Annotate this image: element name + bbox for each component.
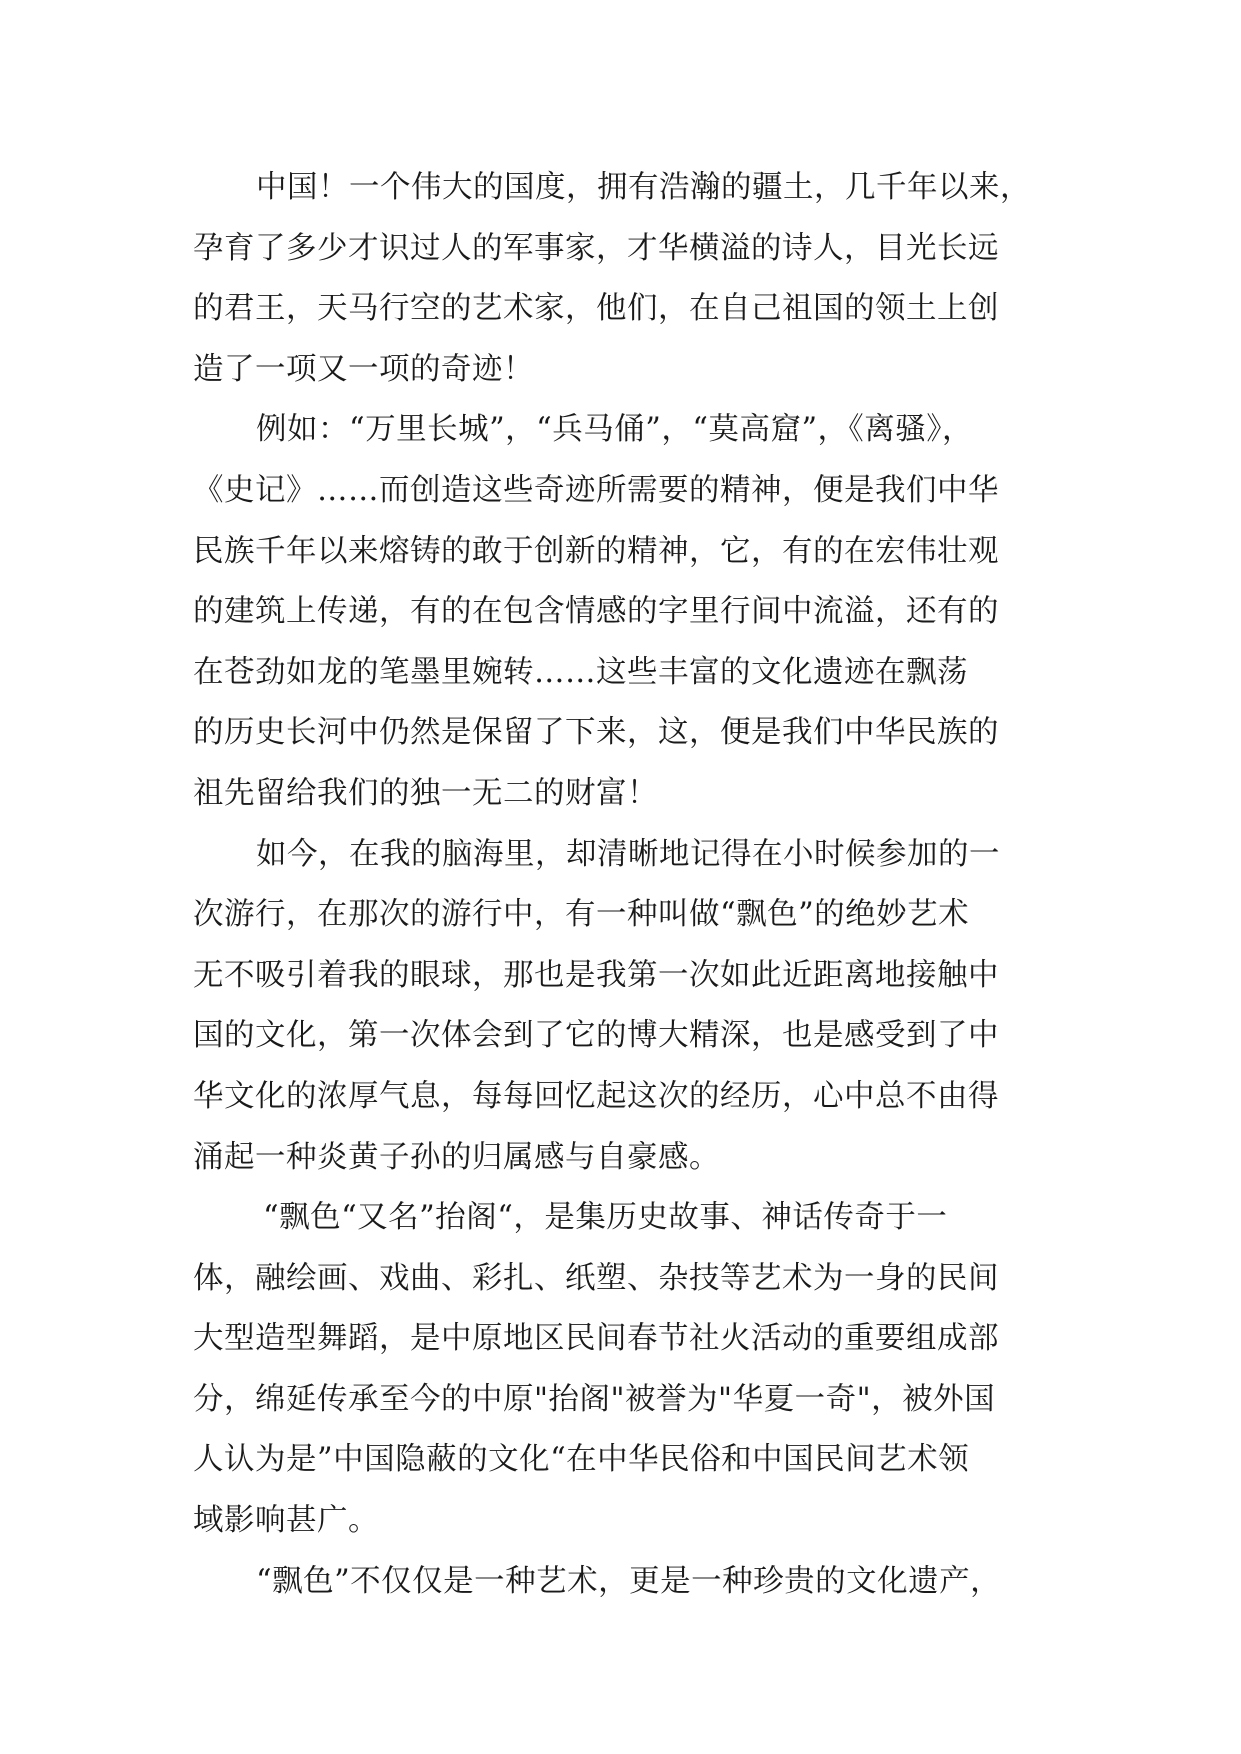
paragraph-3-line-1: 如今，在我的脑海里，却清晰地记得在小时候参加的一 xyxy=(256,836,1000,872)
paragraph-1-line-2: 孕育了多少才识过人的军事家，才华横溢的诗人，目光长远 xyxy=(193,230,999,266)
paragraph-1-line-4: 造了一项又一项的奇迹！ xyxy=(193,351,534,387)
paragraph-4-line-3: 大型造型舞蹈，是中原地区民间春节社火活动的重要组成部 xyxy=(193,1321,999,1357)
paragraph-3-line-6: 涌起一种炎黄子孙的归属感与自豪感。 xyxy=(193,1139,720,1175)
paragraph-2-line-1: 例如：“万里长城”，“兵马俑”，“莫高窟”，《离骚》， xyxy=(256,412,974,448)
paragraph-2-line-3: 民族千年以来熔铸的敢于创新的精神，它，有的在宏伟壮观 xyxy=(193,533,999,569)
paragraph-3-line-2: 次游行，在那次的游行中，有一种叫做“飘色”的绝妙艺术 xyxy=(193,897,970,933)
paragraph-2-line-4: 的建筑上传递，有的在包含情感的字里行间中流溢，还有的 xyxy=(193,594,999,630)
paragraph-2-line-6: 的历史长河中仍然是保留了下来，这，便是我们中华民族的 xyxy=(193,715,999,751)
paragraph-2-line-5: 在苍劲如龙的笔墨里婉转……这些丰富的文化遗迹在飘荡 xyxy=(193,654,968,690)
paragraph-5-line-1: “飘色”不仅仅是一种艺术，更是一种珍贵的文化遗产， xyxy=(256,1563,1002,1599)
paragraph-3-line-4: 国的文化，第一次体会到了它的博大精深，也是感受到了中 xyxy=(193,1018,999,1054)
paragraph-2-line-7: 祖先留给我们的独一无二的财富！ xyxy=(193,775,658,811)
body-text xyxy=(193,158,1053,1612)
paragraph-4-line-1: “飘色“又名”抬阁“，是集历史故事、神话传奇于一 xyxy=(263,1200,948,1236)
paragraph-1-line-3: 的君王，天马行空的艺术家，他们，在自己祖国的领土上创 xyxy=(193,291,999,327)
paragraph-1-line-1: 中国！一个伟大的国度，拥有浩瀚的疆土，几千年以来， xyxy=(256,170,1031,205)
paragraph-4-line-5: 人认为是”中国隐蔽的文化“在中华民俗和中国民间艺术领 xyxy=(193,1442,970,1478)
paragraph-4-line-4: 分，绵延传承至今的中原"抬阁"被誉为"华夏一奇"，被外国 xyxy=(193,1381,996,1417)
paragraph-4-line-6: 域影响甚广。 xyxy=(193,1503,379,1539)
paragraph-2-line-2: 《史记》……而创造这些奇迹所需要的精神，便是我们中华 xyxy=(193,472,999,508)
paragraph-4-line-2: 体，融绘画、戏曲、彩扎、纸塑、杂技等艺术为一身的民间 xyxy=(193,1260,999,1296)
paragraph-3-line-3: 无不吸引着我的眼球，那也是我第一次如此近距离地接触中 xyxy=(193,957,999,993)
paragraph-3-line-5: 华文化的浓厚气息，每每回忆起这次的经历，心中总不由得 xyxy=(193,1078,999,1114)
